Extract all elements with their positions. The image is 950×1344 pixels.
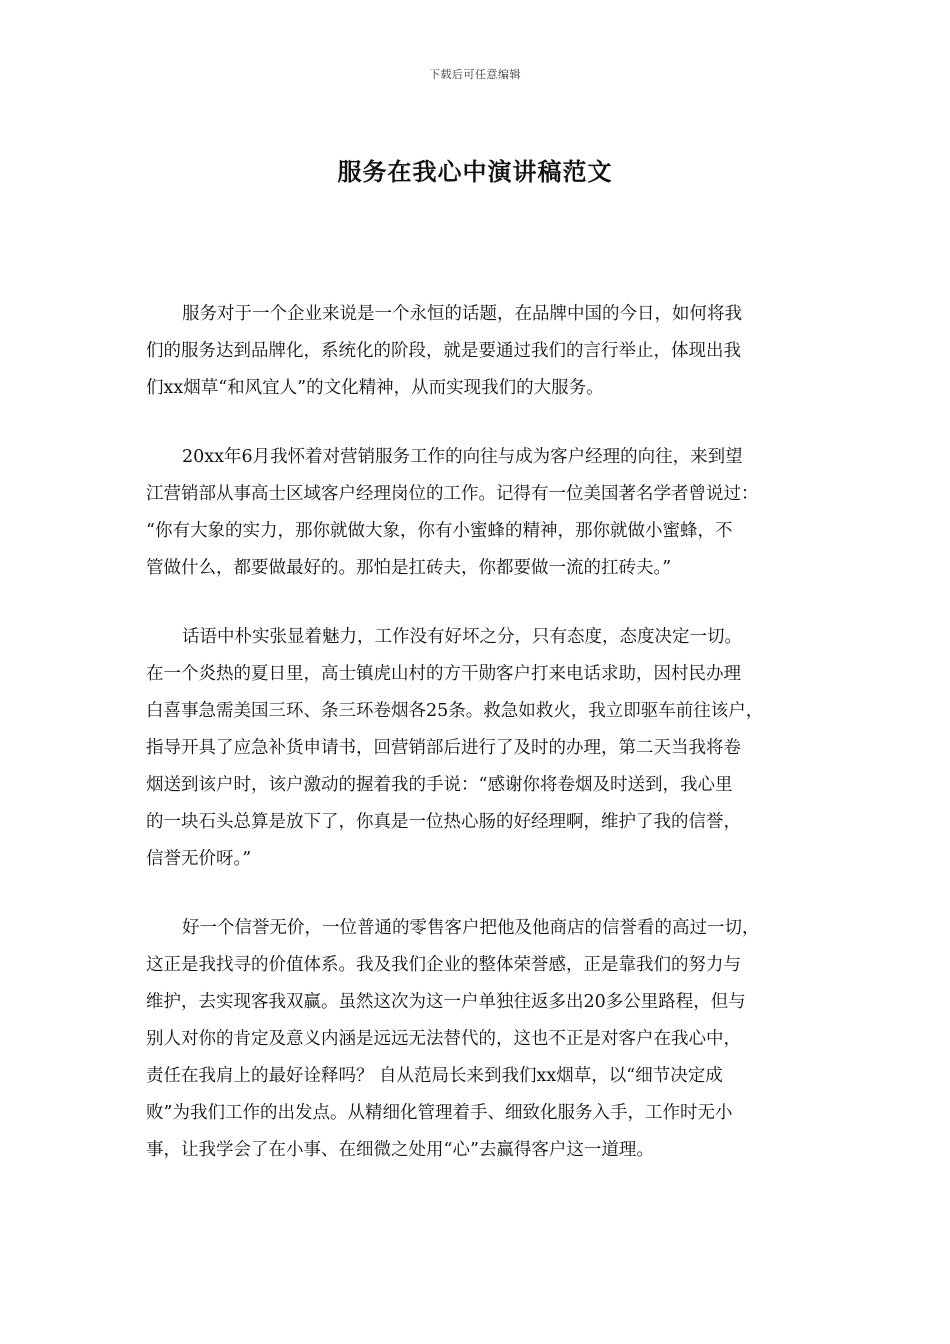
paragraph-line: 在一个炎热的夏日里，高士镇虎山村的方干勋客户打来电话求助，因村民办理 xyxy=(146,664,741,684)
paragraph-line: 20xx年6月我怀着对营销服务工作的向往与成为客户经理的向往，来到望 xyxy=(182,447,743,467)
paragraph-line: 的一块石头总算是放下了，你真是一位热心肠的好经理啊，维护了我的信誉， xyxy=(146,812,741,832)
paragraph-2 xyxy=(146,439,810,587)
paragraph-line: 这正是我找寻的价值体系。我及我们企业的整体荣誉感，正是靠我们的努力与 xyxy=(146,955,741,975)
document-body xyxy=(146,296,810,1201)
paragraph-line: 们xx烟草“和风宜人”的文化精神，从而实现我们的大服务。 xyxy=(146,378,604,398)
paragraph-line: 维护，去实现客我双赢。虽然这次为这一户单独往返多出20多公里路程，但与 xyxy=(146,992,746,1012)
paragraph-line: 们的服务达到品牌化，系统化的阶段，就是要通过我们的言行举止，体现出我 xyxy=(146,341,741,361)
document-title: 服务在我心中演讲稿范文 xyxy=(337,157,613,186)
paragraph-line: 话语中朴实张显着魅力，工作没有好坏之分，只有态度，态度决定一切。 xyxy=(182,627,742,647)
paragraph-line: 事，让我学会了在小事、在细微之处用“心”去赢得客户这一道理。 xyxy=(146,1140,654,1160)
paragraph-line: 管做什么，都要做最好的。那怕是扛砖夫，你都要做一流的扛砖夫。” xyxy=(146,558,672,578)
paragraph-line: 指导开具了应急补货申请书，回营销部后进行了及时的办理，第二天当我将卷 xyxy=(146,738,741,758)
paragraph-1 xyxy=(146,296,810,407)
paragraph-line: 别人对你的肯定及意义内涵是远远无法替代的，这也不正是对客户在我心中， xyxy=(146,1029,741,1049)
paragraph-line: 白喜事急需美国三环、条三环卷烟各25条。救急如救火，我立即驱车前往该户， xyxy=(146,701,764,721)
paragraph-line: 烟送到该户时，该户激动的握着我的手说：“感谢你将卷烟及时送到，我心里 xyxy=(146,775,733,795)
paragraph-line: 服务对于一个企业来说是一个永恒的话题，在品牌中国的今日，如何将我 xyxy=(182,304,742,324)
paragraph-line: 江营销部从事高士区域客户经理岗位的工作。记得有一位美国著名学者曾说过： xyxy=(146,484,759,504)
paragraph-4 xyxy=(146,910,810,1169)
header-note: 下载后可任意编辑 xyxy=(429,68,521,81)
paragraph-line: 败”为我们工作的出发点。从精细化管理着手、细致化服务入手，工作时无小 xyxy=(146,1103,733,1123)
paragraph-3 xyxy=(146,619,810,878)
paragraph-line: “你有大象的实力，那你就做大象，你有小蜜蜂的精神，那你就做小蜜蜂，不 xyxy=(146,521,733,541)
paragraph-line: 信誉无价呀。” xyxy=(146,849,252,869)
paragraph-line: 责任在我肩上的最好诠释吗？ 自从范局长来到我们xx烟草，以“细节决定成 xyxy=(146,1066,723,1086)
paragraph-line: 好一个信誉无价，一位普通的零售客户把他及他商店的信誉看的高过一切， xyxy=(182,918,760,938)
